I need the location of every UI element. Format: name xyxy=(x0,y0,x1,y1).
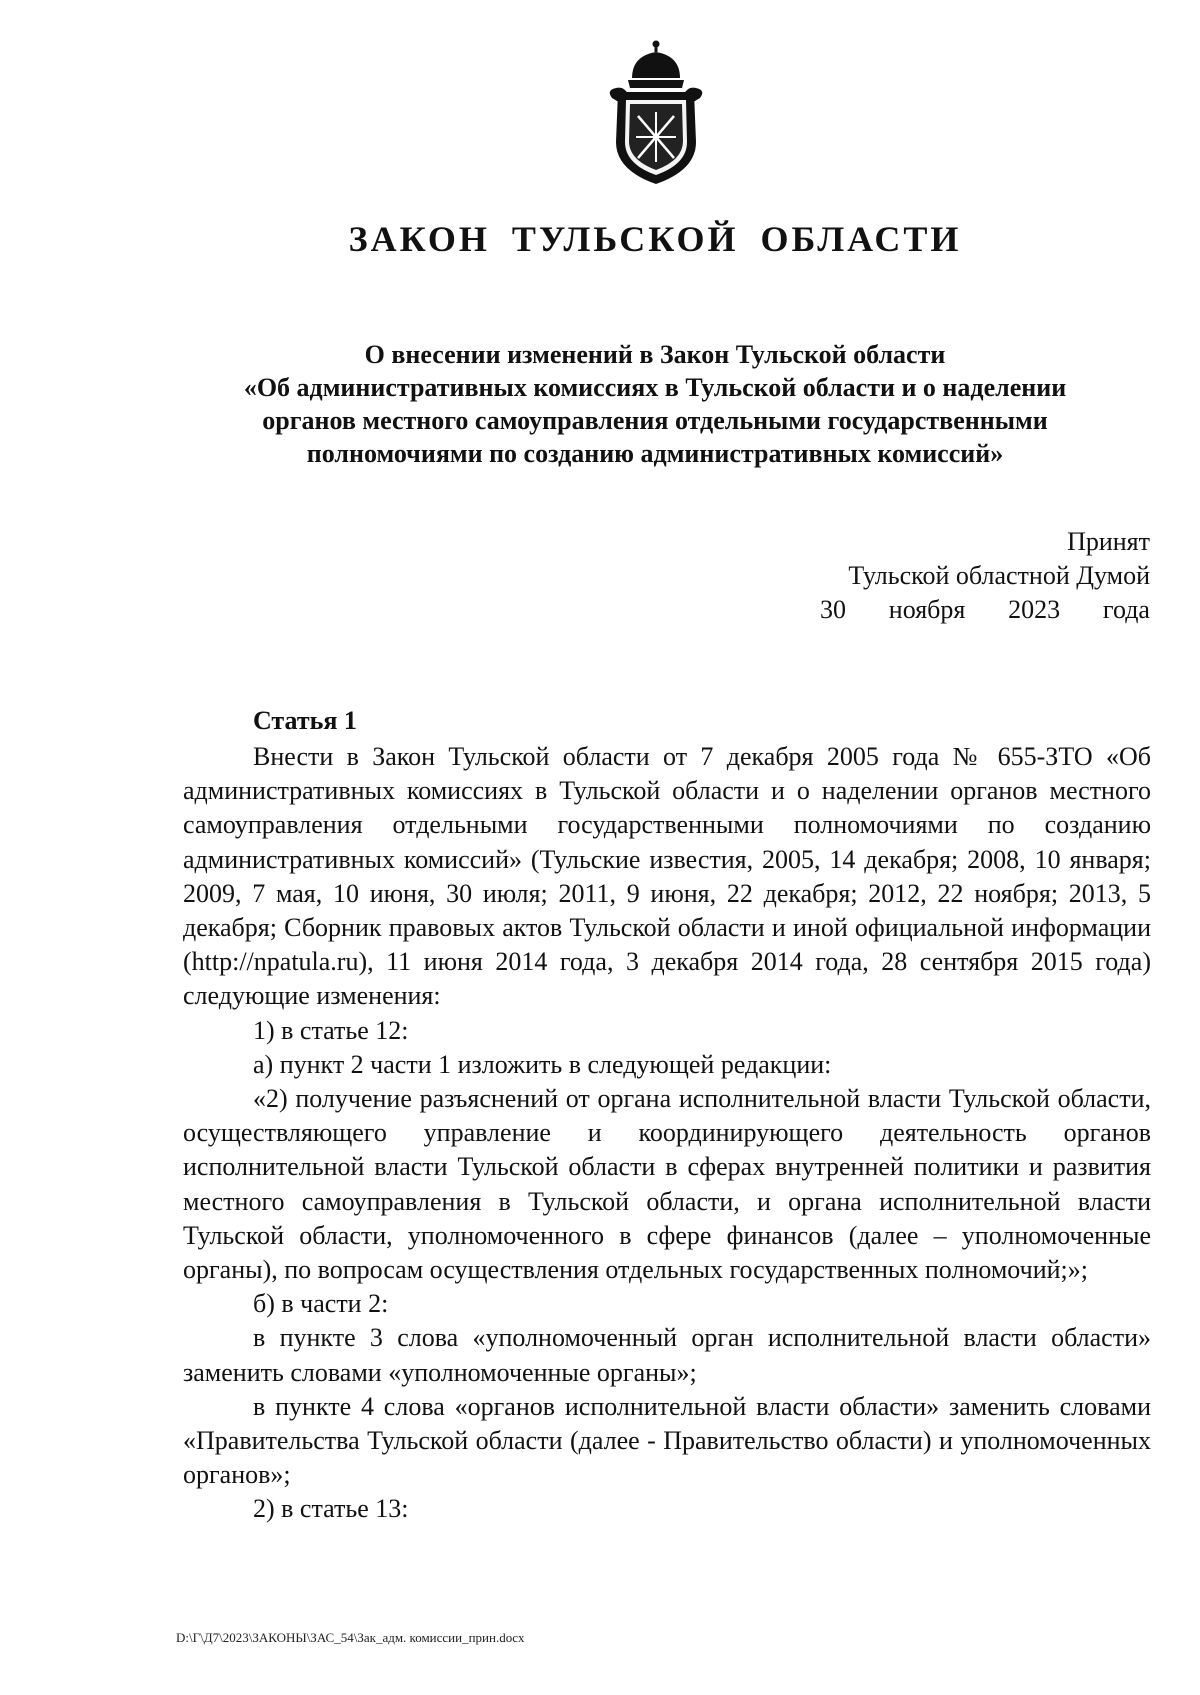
document-subtitle xyxy=(200,338,1110,470)
subtitle-line: органов местного самоуправления отдельными государственными xyxy=(262,406,1048,435)
paragraph: 1) в статье 12: xyxy=(253,1015,409,1045)
paragraph: б) в части 2: xyxy=(253,1289,389,1319)
adopted-year: 2023 xyxy=(1008,595,1061,624)
subtitle-line: полномочиями по созданию административных комиссий» xyxy=(306,439,1004,468)
subtitle-line: О внесении изменений в Закон Тульской области xyxy=(364,340,946,369)
subtitle-line: «Об административных комиссиях в Тульской области и о наделении xyxy=(243,373,1067,402)
adopted-year-word: года xyxy=(1102,595,1150,624)
adopted-label: Принят xyxy=(1067,527,1150,556)
paragraph: Внести в Закон Тульской области от 7 декабря 2005 года № 655-ЗТО «Об административных комиссиях в Тульской области и о наделении органов местного самоуправления отдельными государственными полномочиями по созданию административных комиссий» (Тульские известия, 2005, 14 декабря; 2008, 10 января; 2009, 7 мая, 10 июня, 30 июля; 2011, 9 июня, 22 декабря; 2012, 22 ноября; 2013, 5 декабря; Сборник правовых актов Тульской области и иной официальной информации (http://npatula.ru), 11 июня 2014 года, 3 декабря 2014 года, 28 сентября 2015 года) следующие изменения: xyxy=(183,742,1151,1011)
coat-of-arms-icon xyxy=(602,38,710,186)
document-title: ЗАКОН ТУЛЬСКОЙ ОБЛАСТИ xyxy=(348,219,962,259)
adopted-month: ноября xyxy=(888,595,966,624)
adopted-day: 30 xyxy=(820,595,846,624)
adoption-block xyxy=(760,525,1150,627)
paragraph: а) пункт 2 части 1 изложить в следующей редакции: xyxy=(253,1049,832,1079)
paragraph: «2) получение разъяснений от органа исполнительной власти Тульской области, осуществляющего управление и координирующего деятельность органов исполнительной власти Тульской области в сферах внутренней политики и развития местного самоуправления в Тульской области, и органа исполнительной власти Тульской области, уполномоченного в сфере финансов (далее – уполномоченные органы), по вопросам осуществления отдельных государственных полномочий;»; xyxy=(183,1084,1151,1285)
paragraph: в пункте 3 слова «уполномоченный орган исполнительной власти области» заменить словами «уполномоченные органы»; xyxy=(183,1323,1151,1387)
adopted-date xyxy=(820,593,1150,627)
article-heading: Статья 1 xyxy=(253,706,357,735)
paragraph: в пункте 4 слова «органов исполнительной власти области» заменить словами «Правительства Тульской области (далее - Правительство области) и уполномоченных органов»; xyxy=(183,1391,1151,1490)
article-body xyxy=(183,740,1151,1527)
file-path-footer: D:\Г\Д7\2023\ЗАКОНЫ\ЗАС_54\Зак_адм. комиссии_прин.docx xyxy=(176,1630,525,1645)
adopted-by: Тульской областной Думой xyxy=(848,561,1150,590)
paragraph: 2) в статье 13: xyxy=(253,1494,409,1524)
